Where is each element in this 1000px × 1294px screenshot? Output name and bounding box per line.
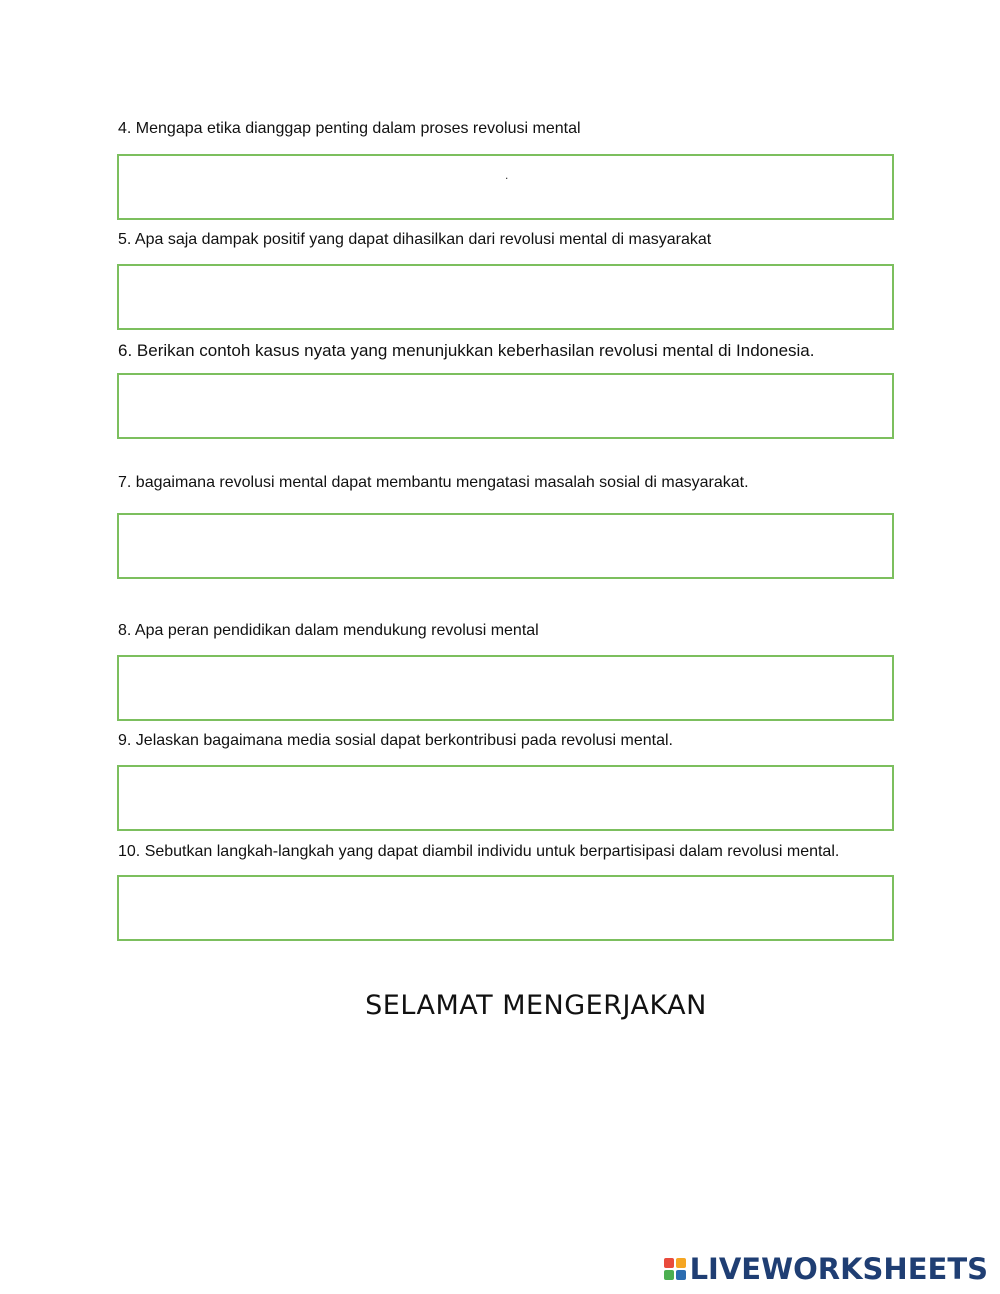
question-9: 9. Jelaskan bagaimana media sosial dapat berkontribusi pada revolusi mental. (118, 732, 673, 749)
answer-box-6[interactable] (117, 373, 894, 439)
liveworksheets-logo-icon (664, 1258, 686, 1280)
answer-box-10[interactable] (117, 875, 894, 941)
answer-mark: . (505, 168, 509, 182)
answer-box-9[interactable] (117, 765, 894, 831)
question-6: 6. Berikan contoh kasus nyata yang menunjukkan keberhasilan revolusi mental di Indonesia. (118, 341, 815, 360)
question-5: 5. Apa saja dampak positif yang dapat dihasilkan dari revolusi mental di masyarakat (118, 231, 712, 248)
question-7: 7. bagaimana revolusi mental dapat membantu mengatasi masalah sosial di masyarakat. (118, 474, 749, 491)
answer-box-4[interactable] (117, 154, 894, 220)
answer-box-5[interactable] (117, 264, 894, 330)
liveworksheets-brand (664, 1252, 988, 1286)
question-8: 8. Apa peran pendidikan dalam mendukung revolusi mental (118, 622, 539, 639)
question-4: 4. Mengapa etika dianggap penting dalam proses revolusi mental (118, 120, 581, 137)
brand-name: LIVEWORKSHEETS (689, 1252, 988, 1286)
answer-box-8[interactable] (117, 655, 894, 721)
question-10: 10. Sebutkan langkah-langkah yang dapat diambil individu untuk berpartisipasi dalam revolusi mental. (118, 843, 840, 860)
answer-box-7[interactable] (117, 513, 894, 579)
closing-text: SELAMAT MENGERJAKAN (365, 990, 707, 1021)
